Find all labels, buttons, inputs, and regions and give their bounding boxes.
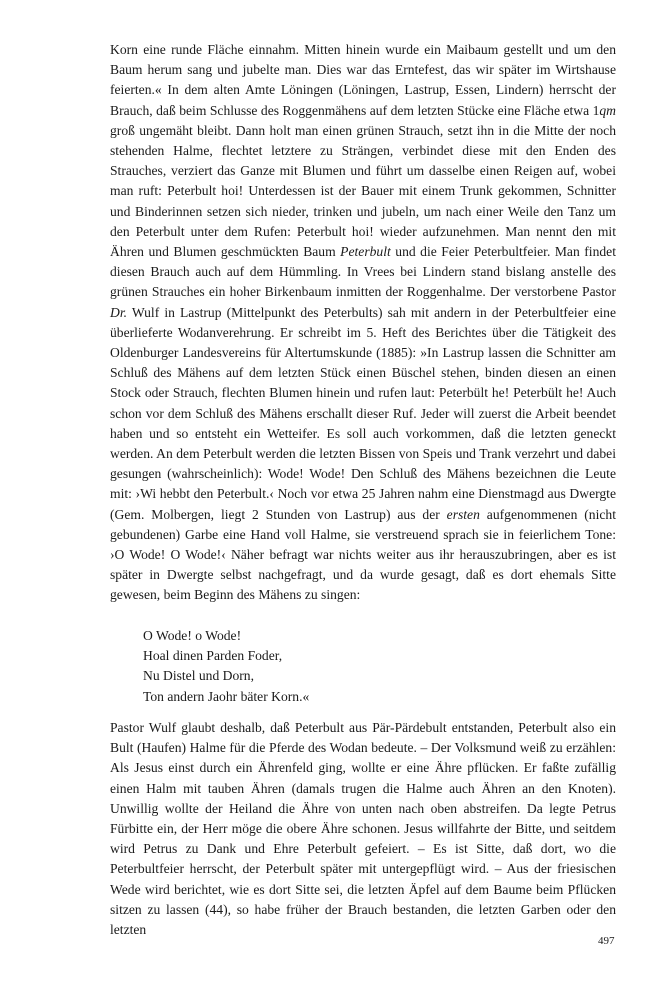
paragraph-text: Pastor Wulf glaubt deshalb, daß Peterbult aus Pär-Pärdebult entstanden, Peterbult also ein Bult (Haufen) Halme für die Pferde des Wodan bedeute. – Der Volksmund weiß zu erzählen: Als Jesus einst durch ein Ährenfeld ging, wollte er eine Ähre pflücken. Er faßte zufällig einen Halm mit tauben Ähren (damals trugen die Halme auch Ähren an den Knoten). Unwillig wollte der Heiland die Ähre von unten nach oben abstreifen. Da legte Petrus Fürbitte ein, der Herr möge die obere Ähre schonen. Jesus willfahrte der Bitte, und seitdem wird Petrus zu Dank und Ehre Peterbult gefeiert. – Es ist Sitte, daß dort, wo die Peterbultfeier herrscht, der Peterbult später mit untergepflügt wird. – Aus der friesischen Wede wird berichtet, wie es dort Sitte sei, die letzten Äpfel auf dem Baume beim Pflücken sitzen zu lassen (44), so habe früher der Brauch bestanden, die letzten Garben oder den letzten bbox=[110, 720, 616, 938]
paragraph-wulf bbox=[110, 718, 616, 940]
paragraph-peterbult bbox=[110, 40, 616, 606]
paragraph-text: Korn eine runde Fläche einnahm. Mitten hinein wurde ein Maibaum gestellt und um den Baum herum sang und jubelte man. Dies war das Erntefest, das wir später im Wirtshause feierten.« In dem alten Amte Löningen (Löningen, Lastrup, Essen, Lindern) herrscht der Brauch, daß beim Schlusse des Roggenmähens auf dem letzten Stücke eine Fläche etwa 1qm groß ungemäht bleibt. Dann holt man einen grünen Strauch, setzt ihn in die Mitte der noch stehenden Halme, flechtet letztere zu Strängen, verbindet diese mit den Enden des Strauches, verziert das Ganze mit Blumen und führt um dasselbe einen Reigen auf, wobei man ruft: Peterbult hoi! Unterdessen ist der Bauer mit einem Trunk gekommen, Schnitter und Binderinnen setzen sich nieder, trinken und jubeln, um nach einer Weile den Tanz um den Peterbult unter dem Rufen: Peterbult hoi! wieder aufzunehmen. Man nennt den mit Ähren und Blumen geschmückten Baum Peterbult und die Feier Peterbultfeier. Man findet diesen Brauch auch auf dem Hümmling. In Vrees bei Lindern stand bislang anstelle des grünen Strauches ein hoher Birkenbaum inmitten der Roggenhalme. Der verstorbene Pastor Dr. Wulf in Lastrup (Mittelpunkt des Peterbults) sah mit andern in der Peterbultfeier eine überlieferte Wodanverehrung. Er schreibt im 5. Heft des Berichtes über die Tätigkeit des Oldenburger Landesvereins für Altertumskunde (1885): »In Lastrup lassen die Schnitter am Schluß des Mähens auf dem letzten Stück einen Büschel stehen, binden diesen an einen Stock oder Strauch, flechten Blumen hinein und rufen laut: Peterbült he! Peterbült he! Auch schon vor dem Schluß des Mähens erschallt dieser Ruf. Jeder will zuerst die Arbeit beendet haben und so entsteht ein Wetteifer. Es soll auch vorkommen, daß die letzten geneckt werden. An dem Peterbult werden die letzten Bissen von Speis und Trank verzehrt und dabei gesungen (wahrscheinlich): Wode! Wode! Den Schluß des Mähens bezeichnen die Leute mit: ›Wi hebbt den Peterbult.‹ Noch vor etwa 25 Jahren nahm eine Dienstmagd aus Dwergte (Gem. Molbergen, liegt 2 Stunden von Lastrup) aus der ersten aufgenommenen (nicht gebundenen) Garbe eine Hand voll Halme, sie verstreuend sprach sie in feierlichem Tone: ›O Wode! O Wode!‹ Näher befragt war nichts weiter aus ihr herauszubringen, aber es ist später in Dwergte selbst nachgefragt, und da wurde gesagt, daß es dort ehemals Sitte gewesen, beim Beginn des Mähens zu singen: bbox=[110, 42, 616, 603]
poem-line: Ton andern Jaohr bäter Korn.« bbox=[143, 688, 310, 704]
unit-qm: qm bbox=[599, 102, 616, 118]
poem-quote bbox=[143, 626, 309, 707]
term-peterbult: Peterbult bbox=[340, 244, 391, 260]
poem-line: O Wode! o Wode! bbox=[143, 628, 242, 643]
title-dr: Dr. bbox=[110, 304, 127, 320]
poem-line: Hoal dinen Parden Foder, bbox=[143, 648, 283, 664]
poem-line: Nu Distel und Dorn, bbox=[143, 668, 255, 684]
emphasis-ersten: ersten bbox=[446, 506, 480, 522]
page-number: 497 bbox=[598, 935, 615, 947]
